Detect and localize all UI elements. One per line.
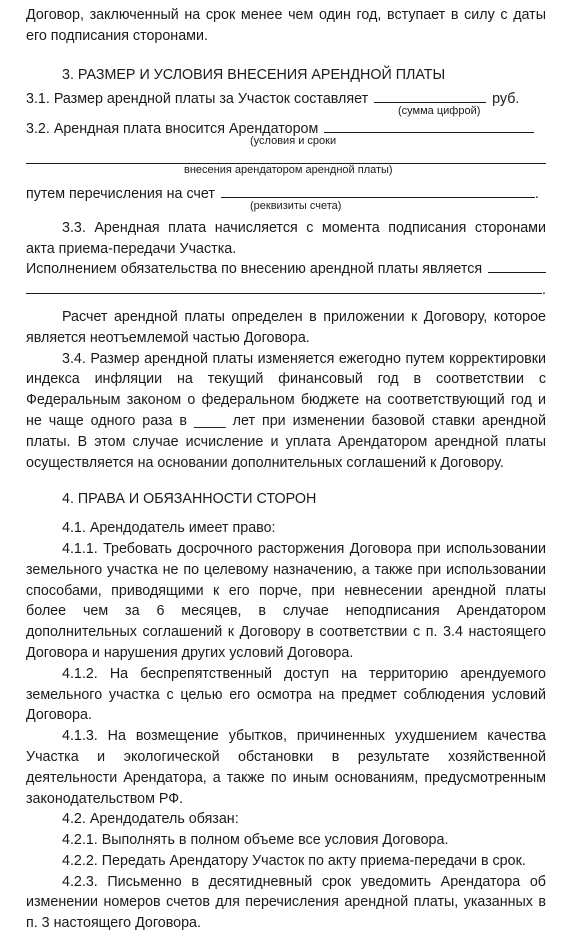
document-page: Договор, заключенный на срок менее чем один год, вступает в силу с даты его подписания сторонами. 3. РАЗМЕР И УСЛОВИЯ ВНЕСЕНИЯ АРЕНДНОЙ ПЛАТЫ 3.1. Размер арендной платы за Участок составляет руб. (сумма цифрой) 3.2. Арендная плата вносится Арендатором (условия и сроки внесения арендатором арендной платы) путем перечисления на счет . (реквизиты счета) 3.3. Арендная плата начисляется с момента подписания сторонами акта приема-передачи Участка. Исполнением обязательства по внесению арендной платы является . Расчет арендной платы определен в приложении к Договору, которое является неотъемлемой частью Договора. 3.4. Размер арендной платы изменяется ежегодно путем корректировки индекса инфляции на текущий финансовый год в соответствии с Федеральным законом о федеральном бюджете на соответствующий год и не чаще одного раза в ____ лет при изменении базовой ставки арендной платы. В этом случае исчисление и уплата Арендатором арендной платы осуществляется на основании дополнительных соглашений к Договору. 4. ПРАВА И ОБЯЗАННОСТИ СТОРОН 4.1. Арендодатель имеет право: 4.1.1. Требовать досрочного расторжения Договора при использовании земельного участка не по целевому назначению, а также при использовании способами, приводящими к его порче, при невнесении арендной платы более чем за 6 месяцев, в случае неподписания Арендатором дополнительных соглашений к Договору в соответствии с п. 3.4 настоящего Договора и нарушения других условий Договора. 4.1.2. На беспрепятственный доступ на территорию арендуемого земельного участка с целью его осмотра на предмет соблюдения условий Договора. 4.1.3. На возмещение убытков, причиненных ухудшением качества Участка и экологической обстановки в результате хозяйственной деятельности Арендатора, а также по иным основаниям, предусмотренным законодательством РФ. 4.2. Арендодатель обязан: 4.2.1. Выполнять в полном объеме все условия Договора. 4.2.2. Передать Арендатору Участок по акту приема-передачи в срок. 4.2.3. Письменно в десятидневный срок уведомить Арендатора об изменении номеров счетов для перечисления арендной платы, указанных в п. 3 настоящего Договора. [26,5,546,934]
payment-terms-blank [324,119,534,133]
clause-3-1-text: 3.1. Размер арендной платы за Участок составляет [26,91,369,108]
section-3-heading: 3. РАЗМЕР И УСЛОВИЯ ВНЕСЕНИЯ АРЕНДНОЙ ПЛАТЫ [62,66,446,83]
clause-3-2-text: 3.2. Арендная плата вносится Арендатором [26,121,319,138]
rent-amount-caption: (сумма цифрой) [398,105,481,118]
intro-paragraph: Договор, заключенный на срок менее чем один год, вступает в силу с даты его подписания сторонами. [26,7,546,44]
account-line: путем перечисления на счет . [26,184,546,205]
clause-3-3: 3.3. Арендная плата начисляется с момента подписания сторонами акта приема-передачи Участка. [26,219,546,257]
account-text: путем перечисления на счет [26,185,215,202]
clause-4-2-2: 4.2.2. Передать Арендатору Участок по акту приема-передачи в срок. [62,852,526,869]
clause-4-1-2: 4.1.2. На беспрепятственный доступ на территорию арендуемого земельного участка с целью его осмотра на предмет соблюдения условий Договора. [26,665,546,724]
clause-4-2-3: 4.2.3. Письменно в десятидневный срок уведомить Арендатора об изменении номеров счетов для перечисления арендной платы, указанных в п. 3 настоящего Договора. [26,873,546,932]
clause-4-2-1: 4.2.1. Выполнять в полном объеме все условия Договора. [62,832,449,849]
obligation-text: Исполнением обязательства по внесению арендной платы является [26,261,483,278]
payment-terms-blank-line [26,149,546,164]
section-4-heading: 4. ПРАВА И ОБЯЗАННОСТИ СТОРОН [62,491,317,508]
account-blank [221,184,535,198]
clause-4-1: 4.1. Арендодатель имеет право: [62,520,276,537]
payment-terms-caption-2: внесения арендатором арендной платы) [184,163,393,176]
obligation-blank-line [26,280,542,294]
payment-terms-caption-1: (условия и сроки [250,134,337,147]
obligation-blank [488,259,546,273]
obligation-line [26,259,546,280]
clause-3-1-unit: руб. [492,91,520,108]
clause-3-4: 3.4. Размер арендной платы изменяется ежегодно путем корректировки индекса инфляции на текущий финансовый год в соответствии с Федеральным законом о федеральном бюджете на соответствующий год и не чаще одного раза в ____ лет при изменении базовой ставки арендной платы. В этом случае исчисление и уплата Арендатором арендной платы осуществляется на основании дополнительных соглашений к Договору. [26,350,546,471]
clause-4-1-1: 4.1.1. Требовать досрочного расторжения Договора при использовании земельного участка не по целевому назначению, а также при использовании способами, приводящими к его порче, при невнесении арендной платы более чем за 6 месяцев, в случае неподписания Арендатором дополнительных соглашений к Договору в соответствии с п. 3.4 настоящего Договора и нарушения других условий Договора. [26,540,546,661]
rent-amount-blank [374,89,486,103]
rent-calculation-paragraph: Расчет арендной платы определен в приложении к Договору, которое является неотъемлемой частью Договора. [26,308,546,346]
clause-4-2: 4.2. Арендодатель обязан: [62,811,239,828]
clause-4-1-3: 4.1.3. На возмещение убытков, причиненных ухудшением качества Участка и экологической обстановки в результате хозяйственной деятельности Арендатора, а также по иным основаниям, предусмотренным законодательством РФ. [26,728,546,807]
account-caption: (реквизиты счета) [250,199,342,212]
